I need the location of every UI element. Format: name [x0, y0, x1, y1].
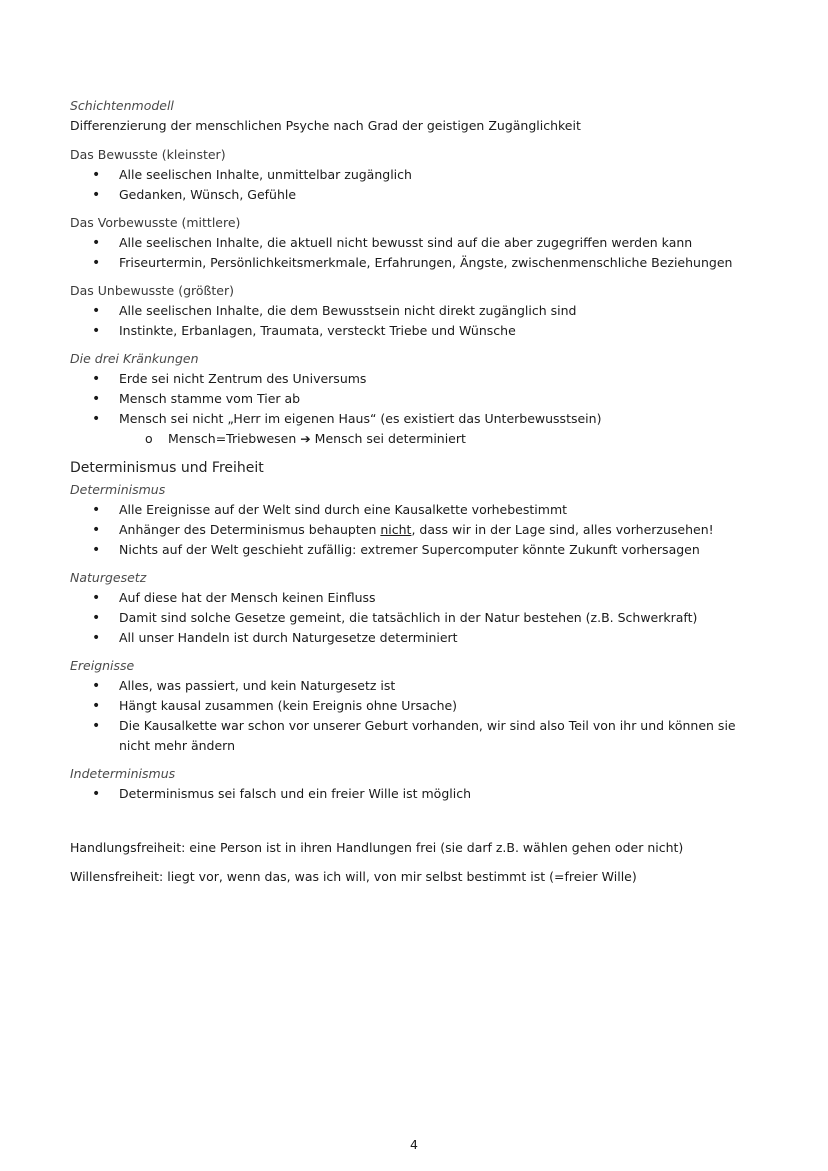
sub-list-item-text: Mensch=Triebwesen ➔ Mensch sei determiniert: [168, 431, 466, 446]
list-item: • Alle Ereignisse auf der Welt sind durch eine Kausalkette vorhebestimmt: [70, 500, 770, 520]
list-item: • Gedanken, Wünsch, Gefühle: [70, 185, 770, 205]
list-item: • Nichts auf der Welt geschieht zufällig: extremer Supercomputer könnte Zukunft vorhersagen: [70, 540, 770, 560]
kraenkungen-sublist: [119, 429, 770, 449]
list-item: • Die Kausalkette war schon vor unserer Geburt vorhanden, wir sind also Teil von ihr und können sie nicht mehr ändern: [70, 716, 770, 756]
section-ereignisse: [70, 656, 770, 756]
sub-list-item: [119, 429, 770, 449]
list-item: • Damit sind solche Gesetze gemeint, die tatsächlich in der Natur bestehen (z.B. Schwerkraft): [70, 608, 770, 628]
list-item: • All unser Handeln ist durch Naturgesetze determiniert: [70, 628, 770, 648]
list-item-text: Mensch sei nicht „Herr im eigenen Haus“ (es existiert das Unterbewusstsein): [119, 411, 602, 426]
list-item: • Instinkte, Erbanlagen, Traumata, versteckt Triebe und Wünsche: [70, 321, 770, 341]
list-item: • Erde sei nicht Zentrum des Universums: [70, 369, 770, 389]
determinismus-freiheit-heading: Determinismus und Freiheit: [70, 460, 264, 476]
list-item: [70, 409, 770, 449]
section-vorbewusste: [70, 213, 770, 273]
indeterminismus-list: [70, 784, 770, 804]
bewusste-heading: Das Bewusste (kleinster): [70, 147, 226, 162]
sub-bullet-marker: o: [145, 431, 153, 446]
list-item: • Hängt kausal zusammen (kein Ereignis ohne Ursache): [70, 696, 770, 716]
underlined-word: nicht: [380, 522, 412, 537]
section-determinismus: [70, 480, 770, 560]
list-item: • Alle seelischen Inhalte, unmittelbar zugänglich: [70, 165, 770, 185]
determinismus-heading: Determinismus: [70, 482, 166, 497]
kraenkungen-list: [70, 369, 770, 449]
list-item: • Auf diese hat der Mensch keinen Einfluss: [70, 588, 770, 608]
determinismus-list: [70, 500, 770, 560]
list-item: • Friseurtermin, Persönlichkeitsmerkmale, Erfahrungen, Ängste, zwischenmenschliche Beziehungen: [70, 253, 770, 273]
vorbewusste-list: [70, 233, 770, 273]
schichtenmodell-description: Differenzierung der menschlichen Psyche nach Grad der geistigen Zugänglichkeit: [70, 118, 581, 133]
section-bewusste: [70, 145, 770, 205]
bewusste-list: [70, 165, 770, 205]
unbewusste-list: [70, 301, 770, 341]
list-item: • Alle seelischen Inhalte, die aktuell nicht bewusst sind auf die aber zugegriffen werden kann: [70, 233, 770, 253]
document-page: [70, 96, 770, 887]
schichtenmodell-heading: Schichtenmodell: [70, 98, 174, 113]
page-number: 4: [410, 1137, 418, 1152]
handlungsfreiheit-definition: Handlungsfreiheit: eine Person ist in ihren Handlungen frei (sie darf z.B. wählen gehen oder nicht): [70, 840, 684, 855]
vorbewusste-heading: Das Vorbewusste (mittlere): [70, 215, 241, 230]
list-item-text: Anhänger des Determinismus behaupten: [119, 522, 381, 537]
list-item: • Alle seelischen Inhalte, die dem Bewusstsein nicht direkt zugänglich sind: [70, 301, 770, 321]
kraenkungen-heading: Die drei Kränkungen: [70, 351, 199, 366]
naturgesetz-heading: Naturgesetz: [70, 570, 147, 585]
section-unbewusste: [70, 281, 770, 341]
section-naturgesetz: [70, 568, 770, 648]
ereignisse-heading: Ereignisse: [70, 658, 135, 673]
list-item-text: , dass wir in der Lage sind, alles vorherzusehen!: [411, 522, 714, 537]
list-item: • Determinismus sei falsch und ein freier Wille ist möglich: [70, 784, 770, 804]
unbewusste-heading: Das Unbewusste (größter): [70, 283, 235, 298]
list-item: [70, 520, 770, 540]
list-item: • Alles, was passiert, und kein Naturgesetz ist: [70, 676, 770, 696]
naturgesetz-list: [70, 588, 770, 648]
willensfreiheit-definition: Willensfreiheit: liegt vor, wenn das, was ich will, von mir selbst bestimmt ist (=freier Wille): [70, 869, 637, 884]
ereignisse-list: [70, 676, 770, 756]
section-indeterminismus: [70, 764, 770, 804]
spacer: [70, 812, 770, 838]
section-kraenkungen: [70, 349, 770, 449]
list-item: • Mensch stamme vom Tier ab: [70, 389, 770, 409]
indeterminismus-heading: Indeterminismus: [70, 766, 176, 781]
